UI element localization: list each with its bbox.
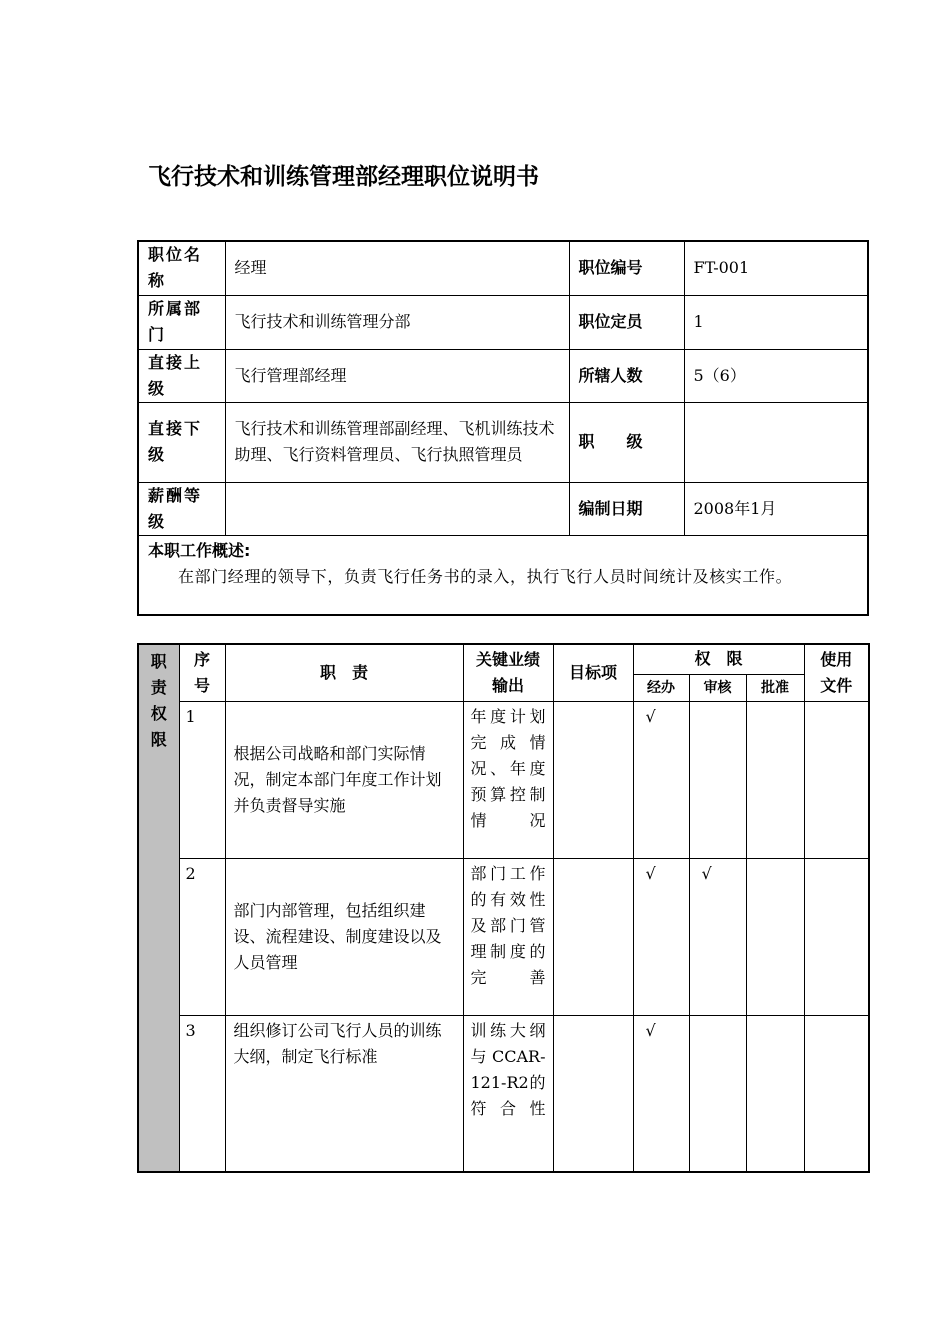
superior-label: 直接上级 <box>138 349 225 402</box>
row-review-check: √ <box>689 858 746 1015</box>
subordinates-count-label: 所辖人数 <box>569 349 684 402</box>
grade-value <box>684 402 868 482</box>
row-review-check <box>689 1015 746 1172</box>
row-seq: 1 <box>179 701 225 858</box>
salary-value <box>225 482 569 535</box>
row-duty: 组织修订公司飞行人员的训练大纲，制定飞行标准 <box>225 1015 463 1172</box>
department-label: 所属部门 <box>138 295 225 349</box>
row-duty: 根据公司战略和部门实际情况，制定本部门年度工作计划并负责督导实施 <box>225 701 463 858</box>
row-docs <box>804 1015 869 1172</box>
row-duty: 部门内部管理，包括组织建设、流程建设、制度建设以及人员管理 <box>225 858 463 1015</box>
output-header: 关键业绩输出 <box>463 644 553 701</box>
summary-text: 在部门经理的领导下，负责飞行任务书的录入，执行飞行人员时间统计及核实工作。 <box>178 566 793 586</box>
review-header: 审核 <box>689 674 746 701</box>
row-output: 部门工作的有效性及部门管理制度的完善 <box>463 858 553 1015</box>
row-output: 训练大纲与CCAR-121-R2的符合性 <box>463 1015 553 1172</box>
position-code-value: FT-001 <box>684 241 868 295</box>
summary-label: 本职工作概述: <box>148 540 251 560</box>
duties-side-label <box>138 644 179 1172</box>
row-target <box>553 1015 633 1172</box>
table-row <box>138 858 869 1015</box>
position-name-value: 经理 <box>225 241 569 295</box>
row-seq: 2 <box>179 858 225 1015</box>
headcount-label: 职位定员 <box>569 295 684 349</box>
row-target <box>553 701 633 858</box>
seq-header-text: 序号 <box>193 649 210 695</box>
table-row <box>138 1015 869 1172</box>
row-docs <box>804 701 869 858</box>
salary-label: 薪酬等级 <box>138 482 225 535</box>
summary-cell <box>138 535 868 615</box>
approve-header: 批准 <box>746 674 804 701</box>
duties-table <box>137 643 870 1173</box>
authority-header: 权 限 <box>633 644 804 674</box>
row-output: 年度计划完成情况、年度预算控制情况 <box>463 701 553 858</box>
subordinates-value: 飞行技术和训练管理部副经理、飞机训练技术助理、飞行资料管理员、飞行执照管理员 <box>225 402 569 482</box>
table-row <box>138 701 869 858</box>
row-docs <box>804 858 869 1015</box>
duty-header: 职 责 <box>225 644 463 701</box>
row-handle-check: √ <box>633 701 689 858</box>
target-header: 目标项 <box>553 644 633 701</box>
row-handle-check: √ <box>633 858 689 1015</box>
row-approve-check <box>746 1015 804 1172</box>
subordinates-label: 直接下级 <box>138 402 225 482</box>
row-approve-check <box>746 701 804 858</box>
row-approve-check <box>746 858 804 1015</box>
position-name-label: 职位名称 <box>138 241 225 295</box>
row-review-check <box>689 701 746 858</box>
superior-value: 飞行管理部经理 <box>225 349 569 402</box>
row-handle-check: √ <box>633 1015 689 1172</box>
duties-side-text: 职责权限 <box>150 652 167 749</box>
row-target <box>553 858 633 1015</box>
position-code-label: 职位编号 <box>569 241 684 295</box>
seq-header <box>179 644 225 701</box>
docs-header: 使用文件 <box>804 644 869 701</box>
handle-header: 经办 <box>633 674 689 701</box>
row-seq: 3 <box>179 1015 225 1172</box>
date-label: 编制日期 <box>569 482 684 535</box>
subordinates-count-value: 5（6） <box>684 349 868 402</box>
department-value: 飞行技术和训练管理分部 <box>225 295 569 349</box>
position-info-table <box>137 240 869 616</box>
date-value: 2008年1月 <box>684 482 868 535</box>
document-title: 飞行技术和训练管理部经理职位说明书 <box>148 164 539 190</box>
grade-label: 职 级 <box>569 402 684 482</box>
headcount-value: 1 <box>684 295 868 349</box>
